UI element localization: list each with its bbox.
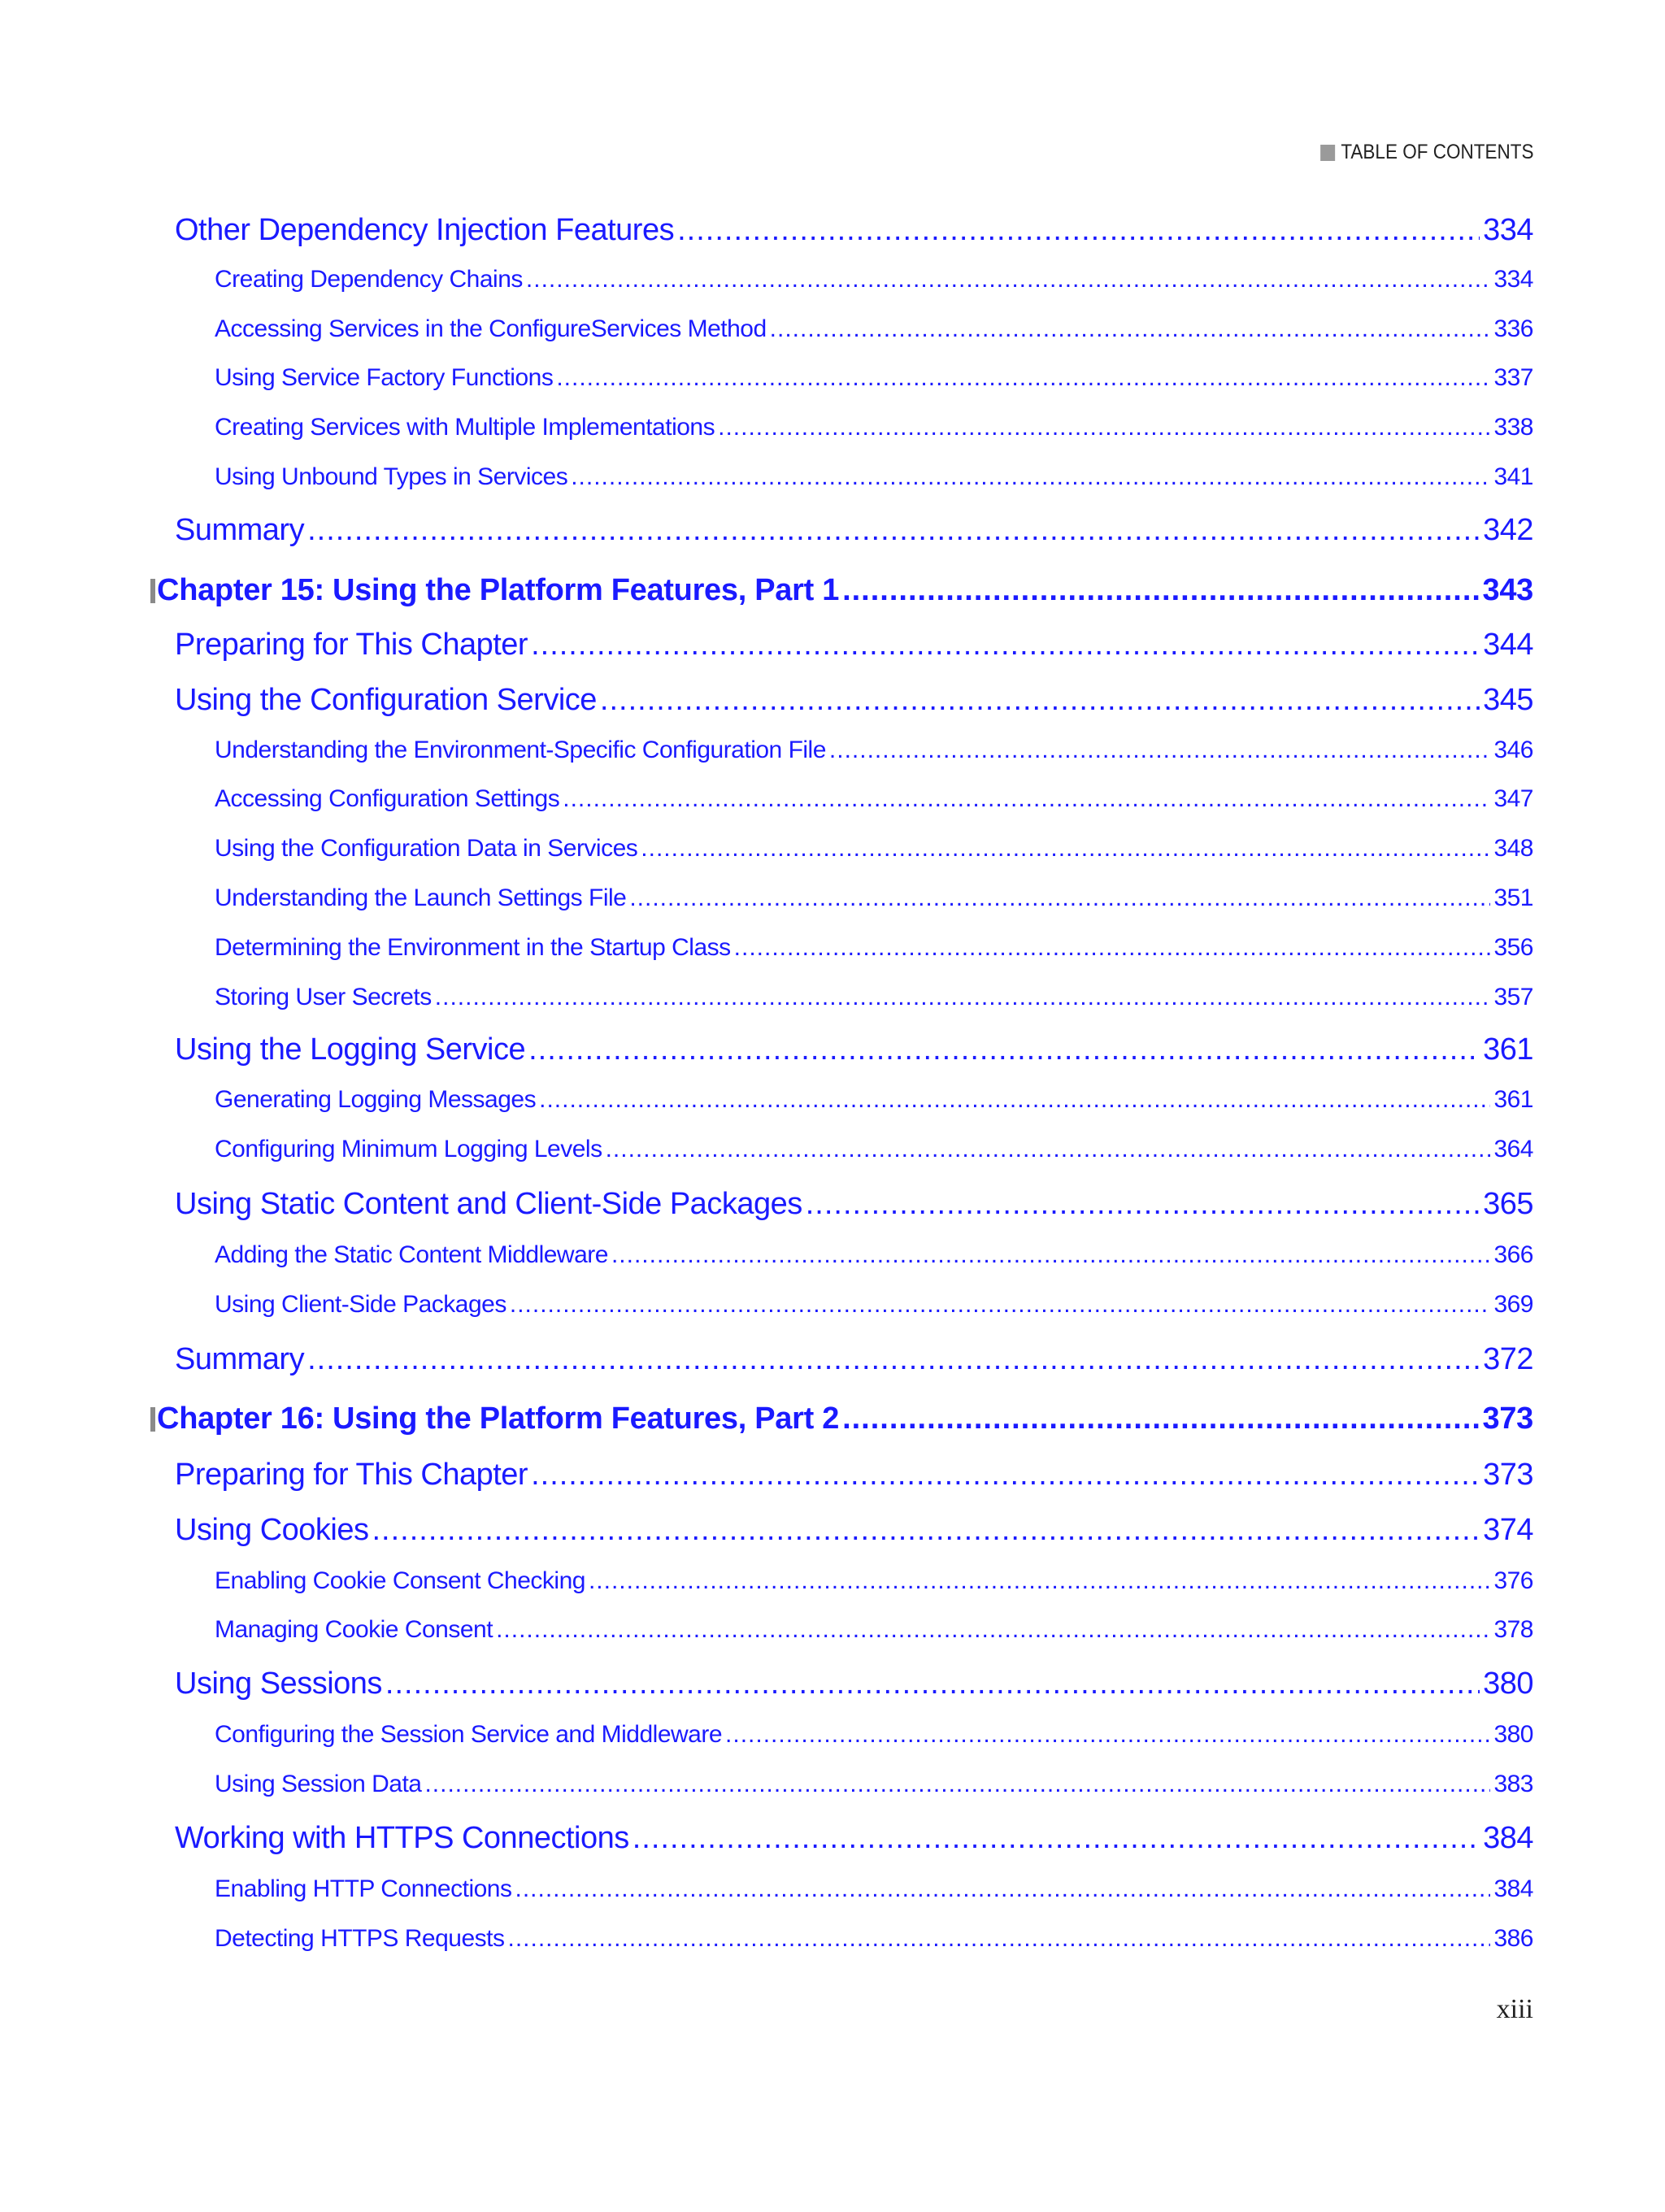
- toc-entry-title[interactable]: Determining the Environment in the Startup Class: [215, 934, 731, 961]
- toc-entry-page-number[interactable]: 344: [1483, 628, 1533, 662]
- toc-entry-title[interactable]: Enabling HTTP Connections: [215, 1875, 512, 1902]
- toc-entry-title[interactable]: Accessing Configuration Settings: [215, 785, 560, 812]
- toc-entry-subsection[interactable]: [0, 884, 1533, 912]
- toc-entry-title[interactable]: Using the Configuration Data in Services: [215, 835, 638, 862]
- toc-entry-title[interactable]: Using Client-Side Packages: [215, 1291, 506, 1318]
- toc-entry-subsection[interactable]: [0, 1567, 1533, 1595]
- dot-leader: [563, 785, 1490, 813]
- dot-leader: [770, 315, 1491, 343]
- toc-entry-subsection[interactable]: [0, 1241, 1533, 1269]
- toc-entry-subsection[interactable]: [0, 1086, 1533, 1114]
- toc-entry-page-number[interactable]: 384: [1483, 1821, 1533, 1855]
- toc-entry-title[interactable]: Managing Cookie Consent: [215, 1616, 493, 1643]
- toc-entry-title[interactable]: Using Session Data: [215, 1771, 422, 1797]
- toc-entry-subsection[interactable]: [0, 934, 1533, 962]
- toc-entry-subsection[interactable]: [0, 1875, 1533, 1903]
- dot-leader: [842, 573, 1479, 608]
- toc-entry-title[interactable]: Using Sessions: [175, 1667, 382, 1701]
- toc-entry-page-number[interactable]: 380: [1493, 1721, 1533, 1748]
- toc-entry-title[interactable]: Accessing Services in the ConfigureServices Method: [215, 315, 767, 342]
- dot-leader: [507, 1925, 1490, 1953]
- dot-leader: [571, 463, 1490, 491]
- toc-entry-subsection[interactable]: [0, 835, 1533, 863]
- toc-entry-subsection[interactable]: [0, 364, 1533, 392]
- dot-leader: [372, 1513, 1480, 1548]
- dot-leader: [734, 934, 1491, 962]
- dot-leader: [515, 1875, 1491, 1903]
- toc-entry-page-number[interactable]: 341: [1493, 463, 1533, 490]
- toc-entry-title[interactable]: Summary: [175, 1342, 305, 1376]
- toc-entry-page-number[interactable]: 346: [1493, 737, 1533, 763]
- toc-entry-page-number[interactable]: 384: [1493, 1875, 1533, 1902]
- toc-entry-title[interactable]: Configuring Minimum Logging Levels: [215, 1136, 602, 1162]
- dot-leader: [600, 683, 1480, 718]
- dot-leader: [725, 1721, 1490, 1749]
- toc-entry-title[interactable]: Using Cookies: [175, 1513, 369, 1547]
- toc-entry-page-number[interactable]: 373: [1483, 1458, 1533, 1492]
- toc-entry-page-number[interactable]: 336: [1493, 315, 1533, 342]
- toc-entry-page-number[interactable]: 386: [1493, 1925, 1533, 1952]
- toc-entry-section[interactable]: [0, 1458, 1533, 1493]
- dot-leader: [556, 364, 1490, 392]
- toc-entry-page-number[interactable]: 337: [1493, 364, 1533, 391]
- toc-entry-page-number[interactable]: 348: [1493, 835, 1533, 862]
- toc-entry-section[interactable]: [0, 213, 1533, 248]
- dot-leader: [829, 737, 1491, 764]
- toc-entry-title[interactable]: Understanding the Launch Settings File: [215, 884, 627, 911]
- header-square-marker: [1320, 145, 1335, 161]
- toc-entry-page-number[interactable]: 361: [1493, 1086, 1533, 1113]
- toc-entry-title[interactable]: Creating Services with Multiple Implementations: [215, 414, 715, 441]
- toc-entry-title[interactable]: Configuring the Session Service and Middleware: [215, 1721, 723, 1748]
- toc-entry-section[interactable]: [0, 1667, 1533, 1701]
- toc-entry-page-number[interactable]: 373: [1482, 1402, 1533, 1436]
- dot-leader: [424, 1771, 1490, 1798]
- toc-entry-subsection[interactable]: [0, 315, 1533, 343]
- toc-entry-subsection[interactable]: [0, 414, 1533, 441]
- toc-entry-page-number[interactable]: 369: [1493, 1291, 1533, 1318]
- dot-leader: [307, 1342, 1480, 1377]
- dot-leader: [629, 884, 1490, 912]
- toc-entry-subsection[interactable]: [0, 1925, 1533, 1953]
- dot-leader: [589, 1567, 1490, 1595]
- toc-entry-subsection[interactable]: [0, 737, 1533, 764]
- toc-entry-page-number[interactable]: 378: [1493, 1616, 1533, 1643]
- toc-entry-subsection[interactable]: [0, 266, 1533, 293]
- dot-leader: [531, 1458, 1480, 1493]
- toc-entry-subsection[interactable]: [0, 1721, 1533, 1749]
- toc-entry-page-number[interactable]: 372: [1483, 1342, 1533, 1376]
- toc-entry-section[interactable]: [0, 683, 1533, 718]
- toc-entry-title[interactable]: Generating Logging Messages: [215, 1086, 537, 1113]
- toc-entry-page-number[interactable]: 380: [1483, 1667, 1533, 1701]
- toc-entry-page-number[interactable]: 345: [1483, 683, 1533, 717]
- toc-entry-page-number[interactable]: 365: [1483, 1187, 1533, 1221]
- toc-entry-title[interactable]: Enabling Cookie Consent Checking: [215, 1567, 585, 1594]
- toc-entry-title[interactable]: Chapter 16: Using the Platform Features, Part 2: [157, 1402, 840, 1436]
- running-header-label: TABLE OF CONTENTS: [1340, 141, 1533, 163]
- toc-entry-subsection[interactable]: [0, 1771, 1533, 1798]
- toc-entry-page-number[interactable]: 383: [1493, 1771, 1533, 1797]
- page-number: xiii: [1496, 1994, 1533, 2024]
- toc-entry-page-number[interactable]: 374: [1483, 1513, 1533, 1547]
- dot-leader: [526, 266, 1491, 293]
- toc-entry-page-number[interactable]: 342: [1483, 513, 1533, 547]
- toc-entry-title[interactable]: Using the Configuration Service: [175, 683, 597, 717]
- toc-entry-title[interactable]: Using Unbound Types in Services: [215, 463, 568, 490]
- dot-leader: [510, 1291, 1491, 1319]
- toc-entry-subsection[interactable]: [0, 984, 1533, 1011]
- toc-entry-title[interactable]: Detecting HTTPS Requests: [215, 1925, 505, 1952]
- toc-entry-title[interactable]: Creating Dependency Chains: [215, 266, 523, 293]
- dot-leader: [606, 1136, 1491, 1163]
- toc-entry-page-number[interactable]: 338: [1493, 414, 1533, 441]
- dot-leader: [385, 1667, 1480, 1701]
- dot-leader: [528, 1032, 1480, 1067]
- toc-entry-section[interactable]: [0, 1187, 1533, 1222]
- toc-entry-section[interactable]: [0, 1513, 1533, 1548]
- toc-entry-title[interactable]: Understanding the Environment-Specific Configuration File: [215, 737, 826, 763]
- toc-entry-chapter[interactable]: [0, 573, 1533, 608]
- chapter-square-marker: [150, 1407, 155, 1432]
- toc-entry-section[interactable]: [0, 1032, 1533, 1067]
- toc-entry-subsection[interactable]: [0, 1136, 1533, 1163]
- toc-entry-title[interactable]: Other Dependency Injection Features: [175, 213, 675, 247]
- dot-leader: [531, 628, 1480, 663]
- toc-entry-title[interactable]: Using the Logging Service: [175, 1032, 526, 1067]
- dot-leader: [307, 513, 1480, 548]
- toc-entry-page-number[interactable]: 356: [1493, 934, 1533, 961]
- running-header: [1320, 141, 1533, 164]
- toc-entry-page-number[interactable]: 347: [1493, 785, 1533, 812]
- toc-entry-title[interactable]: Storing User Secrets: [215, 984, 432, 1010]
- toc-entry-title[interactable]: Chapter 15: Using the Platform Features, Part 1: [157, 573, 840, 607]
- dot-leader: [435, 984, 1491, 1011]
- toc-entry-title[interactable]: Using Service Factory Functions: [215, 364, 554, 391]
- toc-entry-section[interactable]: [0, 513, 1533, 548]
- toc-entry-page-number[interactable]: 361: [1483, 1032, 1533, 1067]
- toc-entry-title[interactable]: Preparing for This Chapter: [175, 628, 528, 662]
- toc-entry-page-number[interactable]: 334: [1483, 213, 1533, 247]
- dot-leader: [496, 1616, 1490, 1644]
- toc-entry-page-number[interactable]: 351: [1493, 884, 1533, 911]
- dot-leader: [539, 1086, 1490, 1114]
- toc-entry-title[interactable]: Using Static Content and Client-Side Packages: [175, 1187, 802, 1221]
- toc-entry-page-number[interactable]: 366: [1493, 1241, 1533, 1268]
- dot-leader: [842, 1402, 1479, 1436]
- dot-leader: [677, 213, 1480, 248]
- toc-entry-title[interactable]: Adding the Static Content Middleware: [215, 1241, 608, 1268]
- toc-entry-page-number[interactable]: 357: [1493, 984, 1533, 1010]
- toc-entry-title[interactable]: Working with HTTPS Connections: [175, 1821, 629, 1855]
- toc-entry-subsection[interactable]: [0, 785, 1533, 813]
- toc-entry-chapter[interactable]: [0, 1402, 1533, 1436]
- toc-entry-section[interactable]: [0, 1342, 1533, 1377]
- dot-leader: [633, 1821, 1480, 1856]
- chapter-square-marker: [150, 579, 155, 603]
- toc-entry-section[interactable]: [0, 628, 1533, 663]
- toc-entry-page-number[interactable]: 364: [1493, 1136, 1533, 1162]
- dot-leader: [806, 1187, 1480, 1222]
- dot-leader: [641, 835, 1490, 863]
- dot-leader: [718, 414, 1490, 441]
- toc-entry-page-number[interactable]: 343: [1482, 573, 1533, 607]
- toc-entry-subsection[interactable]: [0, 463, 1533, 491]
- toc-entry-subsection[interactable]: [0, 1616, 1533, 1644]
- toc-entry-subsection[interactable]: [0, 1291, 1533, 1319]
- toc-entry-title[interactable]: Summary: [175, 513, 305, 547]
- toc-entry-page-number[interactable]: 376: [1493, 1567, 1533, 1594]
- toc-entry-page-number[interactable]: 334: [1493, 266, 1533, 293]
- toc-entry-title[interactable]: Preparing for This Chapter: [175, 1458, 528, 1492]
- dot-leader: [611, 1241, 1490, 1269]
- toc-entry-section[interactable]: [0, 1821, 1533, 1856]
